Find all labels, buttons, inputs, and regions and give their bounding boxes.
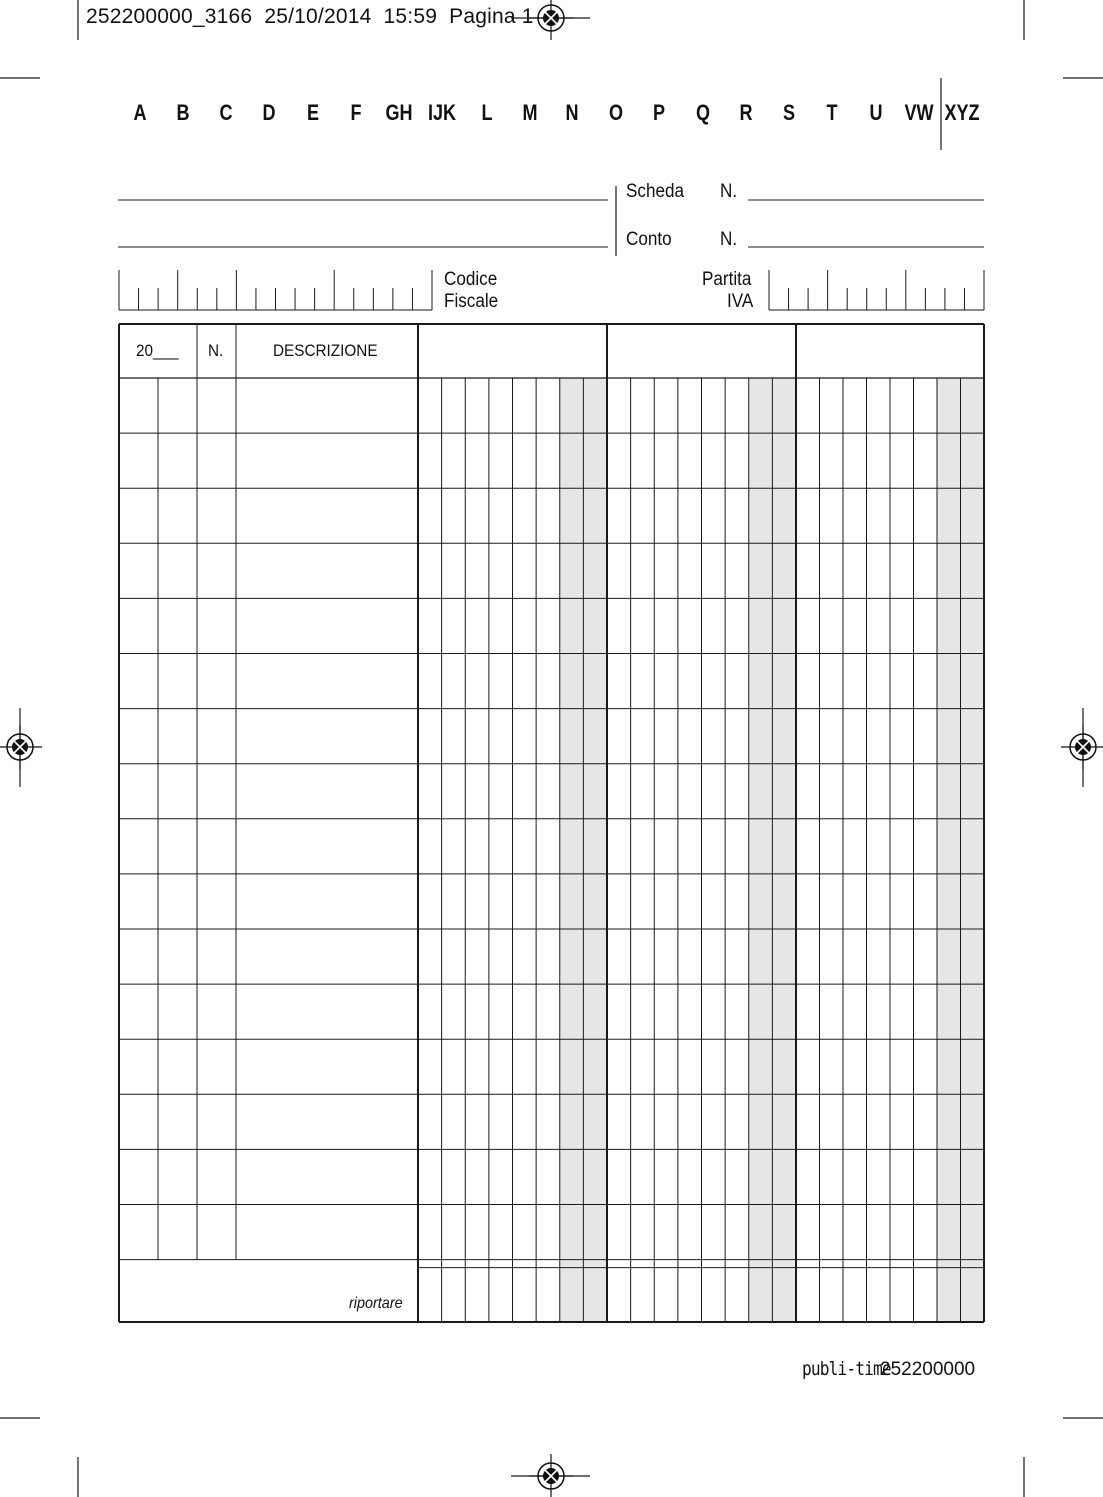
description-column-header: DESCRIZIONE: [273, 341, 378, 360]
scheda-label: Scheda: [626, 181, 685, 202]
registration-mark-top: [529, 0, 573, 40]
alphabet-tab-l: L: [481, 100, 493, 125]
alphabet-tab-r: R: [739, 100, 753, 125]
alphabet-tab-f: F: [350, 100, 362, 125]
year-column-header: 20___: [136, 341, 179, 360]
alphabet-tab-vw: VW: [904, 100, 934, 125]
registration-mark-left: [0, 725, 42, 769]
alphabet-tab-o: O: [608, 100, 624, 125]
alphabet-tab-ijk: IJK: [427, 100, 457, 125]
fiscale-label: Fiscale: [444, 291, 499, 312]
alphabet-tab-q: Q: [695, 100, 711, 125]
alphabet-tab-e: E: [306, 100, 320, 125]
alphabet-tab-b: B: [176, 100, 190, 125]
riportare-label: riportare: [349, 1295, 403, 1312]
alphabet-tab-s: S: [782, 100, 796, 125]
alphabet-tab-xyz: XYZ: [944, 100, 980, 125]
registration-mark-bottom: [529, 1454, 573, 1497]
alphabet-tab-n: N: [565, 100, 579, 125]
alphabet-tab-p: P: [652, 100, 666, 125]
conto-label: Conto: [626, 229, 672, 250]
alphabet-tab-c: C: [219, 100, 233, 125]
conto-number-label: N.: [720, 229, 738, 250]
alphabet-tab-a: A: [133, 100, 147, 125]
alphabet-tab-m: M: [522, 100, 538, 125]
alphabet-tab-t: T: [826, 100, 838, 125]
brand-logo: publi-time: [802, 1358, 891, 1380]
number-column-header: N.: [208, 341, 224, 360]
alphabet-tab-u: U: [869, 100, 883, 125]
iva-label: IVA: [727, 291, 754, 312]
scheda-number-label: N.: [720, 181, 738, 202]
codice-label: Codice: [444, 269, 498, 290]
registration-mark-right: [1061, 725, 1103, 769]
alphabet-tab-gh: GH: [385, 100, 413, 125]
partita-label: Partita: [702, 269, 752, 290]
print-header: 252200000_3166 25/10/2014 15:59 Pagina 1: [86, 5, 534, 28]
alphabet-tab-d: D: [262, 100, 276, 125]
product-code: 252200000: [880, 1359, 976, 1380]
